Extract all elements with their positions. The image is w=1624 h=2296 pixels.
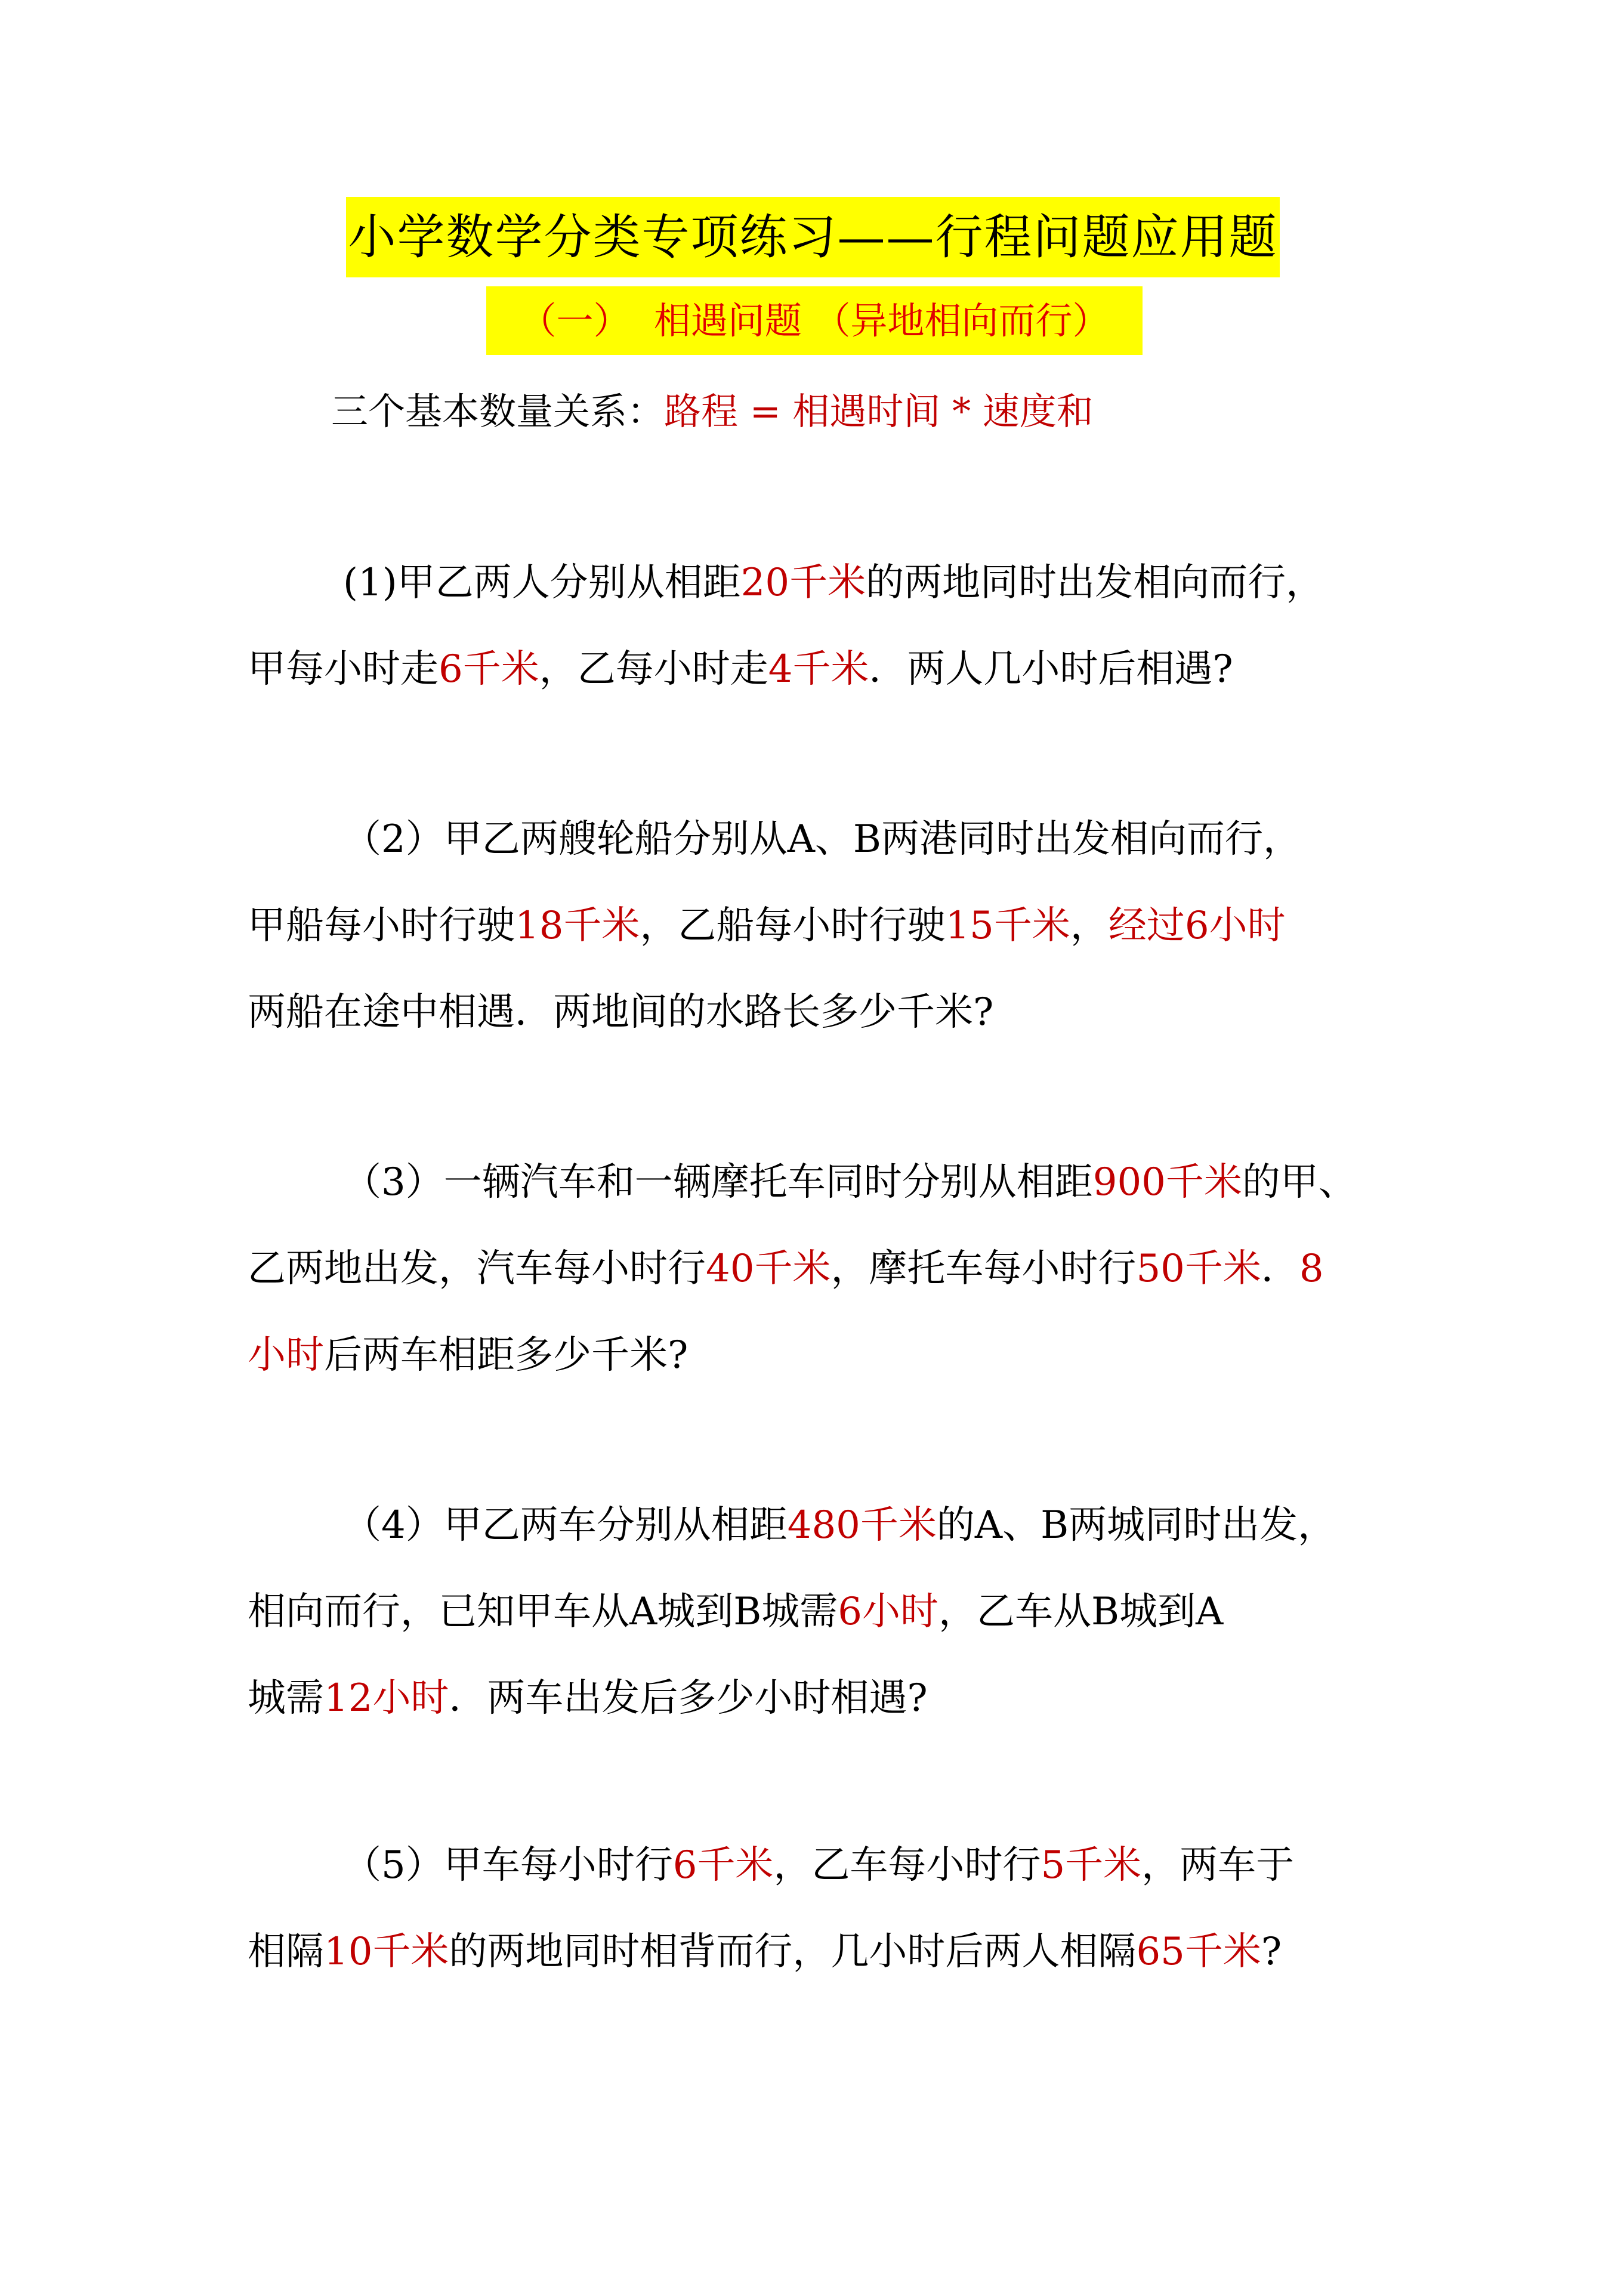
problem-1 bbox=[248, 540, 1381, 713]
problem-line bbox=[248, 1139, 1381, 1226]
problem-5 bbox=[248, 1822, 1381, 1995]
highlighted-value: 6小时 bbox=[838, 1590, 938, 1634]
problem-line bbox=[248, 796, 1381, 883]
problem-line bbox=[248, 626, 1381, 713]
highlighted-value: 6千米 bbox=[672, 1843, 774, 1887]
problem-text: （2）甲乙两艘轮船分别从A、B两港同时出发相向而行， bbox=[343, 817, 1301, 861]
problem-line bbox=[248, 1312, 1381, 1399]
problem-line bbox=[248, 883, 1381, 969]
problem-text: ． bbox=[1261, 1247, 1299, 1291]
document-title: 小学数学分类专项练习——行程问题应用题 bbox=[346, 197, 1280, 277]
problem-text: 城需 bbox=[248, 1676, 324, 1720]
problem-text: 甲每小时走 bbox=[248, 647, 439, 691]
highlighted-value: 900千米 bbox=[1092, 1160, 1242, 1204]
highlighted-value: 经过6小时 bbox=[1108, 904, 1286, 948]
problem-line bbox=[248, 1655, 1381, 1742]
problem-text: 相隔 bbox=[248, 1930, 324, 1974]
problem-line bbox=[248, 1569, 1381, 1655]
problem-text: 甲船每小时行驶 bbox=[248, 904, 515, 948]
problem-4 bbox=[248, 1482, 1381, 1742]
highlighted-value: 12小时 bbox=[324, 1676, 449, 1720]
problem-text: ．两人几小时后相遇? bbox=[869, 647, 1233, 691]
problem-text: (1)甲乙两人分别从相距 bbox=[343, 561, 741, 605]
problem-text: （5）甲车每小时行 bbox=[343, 1843, 673, 1887]
problem-line bbox=[248, 1226, 1381, 1312]
problem-line bbox=[248, 540, 1381, 626]
problem-text: （4）甲乙两车分别从相距 bbox=[343, 1503, 788, 1547]
problem-text: ，摩托车每小时行 bbox=[830, 1247, 1137, 1291]
problem-text: ，乙车从B城到A bbox=[938, 1590, 1224, 1634]
problem-text: ，乙车每小时行 bbox=[773, 1843, 1041, 1887]
highlighted-value: 4千米 bbox=[768, 647, 869, 691]
relation-formula: 路程 = 相遇时间 * 速度和 bbox=[664, 390, 1094, 433]
problem-text: ， bbox=[1070, 904, 1109, 948]
highlighted-value: 480千米 bbox=[787, 1503, 937, 1547]
problem-line bbox=[248, 969, 1381, 1056]
basic-relation bbox=[331, 382, 1094, 441]
highlighted-value: 50千米 bbox=[1136, 1247, 1261, 1291]
problem-3 bbox=[248, 1139, 1381, 1399]
problem-line bbox=[248, 1482, 1381, 1569]
problem-text: 两船在途中相遇．两地间的水路长多少千米? bbox=[248, 990, 994, 1034]
highlighted-value: 65千米 bbox=[1136, 1930, 1261, 1974]
problem-text: ，两车于 bbox=[1141, 1843, 1295, 1887]
problem-text: ，乙每小时走 bbox=[539, 647, 768, 691]
problem-line bbox=[248, 1909, 1381, 1995]
problem-line bbox=[248, 1822, 1381, 1909]
problem-text: 的甲、 bbox=[1242, 1160, 1357, 1204]
problem-2 bbox=[248, 796, 1381, 1056]
problem-text: 的A、B两城同时出发， bbox=[936, 1503, 1336, 1547]
problem-text: 相向而行，已知甲车从A城到B城需 bbox=[248, 1590, 838, 1634]
highlighted-value: 18千米 bbox=[515, 904, 640, 948]
highlighted-value: 5千米 bbox=[1041, 1843, 1142, 1887]
section-subtitle: （一） 相遇问题 （异地相向而行） bbox=[486, 286, 1143, 355]
problem-text: ．两车出发后多少小时相遇? bbox=[449, 1676, 928, 1720]
problem-text: 的两地同时出发相向而行， bbox=[866, 561, 1324, 605]
highlighted-value: 小时 bbox=[248, 1333, 324, 1377]
relation-label: 三个基本数量关系： bbox=[331, 390, 665, 433]
highlighted-value: 10千米 bbox=[324, 1930, 449, 1974]
highlighted-value: 8 bbox=[1299, 1247, 1324, 1291]
problem-text: 的两地同时相背而行，几小时后两人相隔 bbox=[449, 1930, 1137, 1974]
problem-text: 后两车相距多少千米? bbox=[324, 1333, 688, 1377]
highlighted-value: 20千米 bbox=[740, 561, 866, 605]
highlighted-value: 6千米 bbox=[439, 647, 539, 691]
problem-text: 乙两地出发，汽车每小时行 bbox=[248, 1247, 706, 1291]
highlighted-value: 15千米 bbox=[945, 904, 1070, 948]
problem-text: ，乙船每小时行驶 bbox=[640, 904, 946, 948]
problem-text: ? bbox=[1261, 1930, 1282, 1974]
highlighted-value: 40千米 bbox=[706, 1247, 831, 1291]
problem-text: （3）一辆汽车和一辆摩托车同时分别从相距 bbox=[343, 1160, 1093, 1204]
